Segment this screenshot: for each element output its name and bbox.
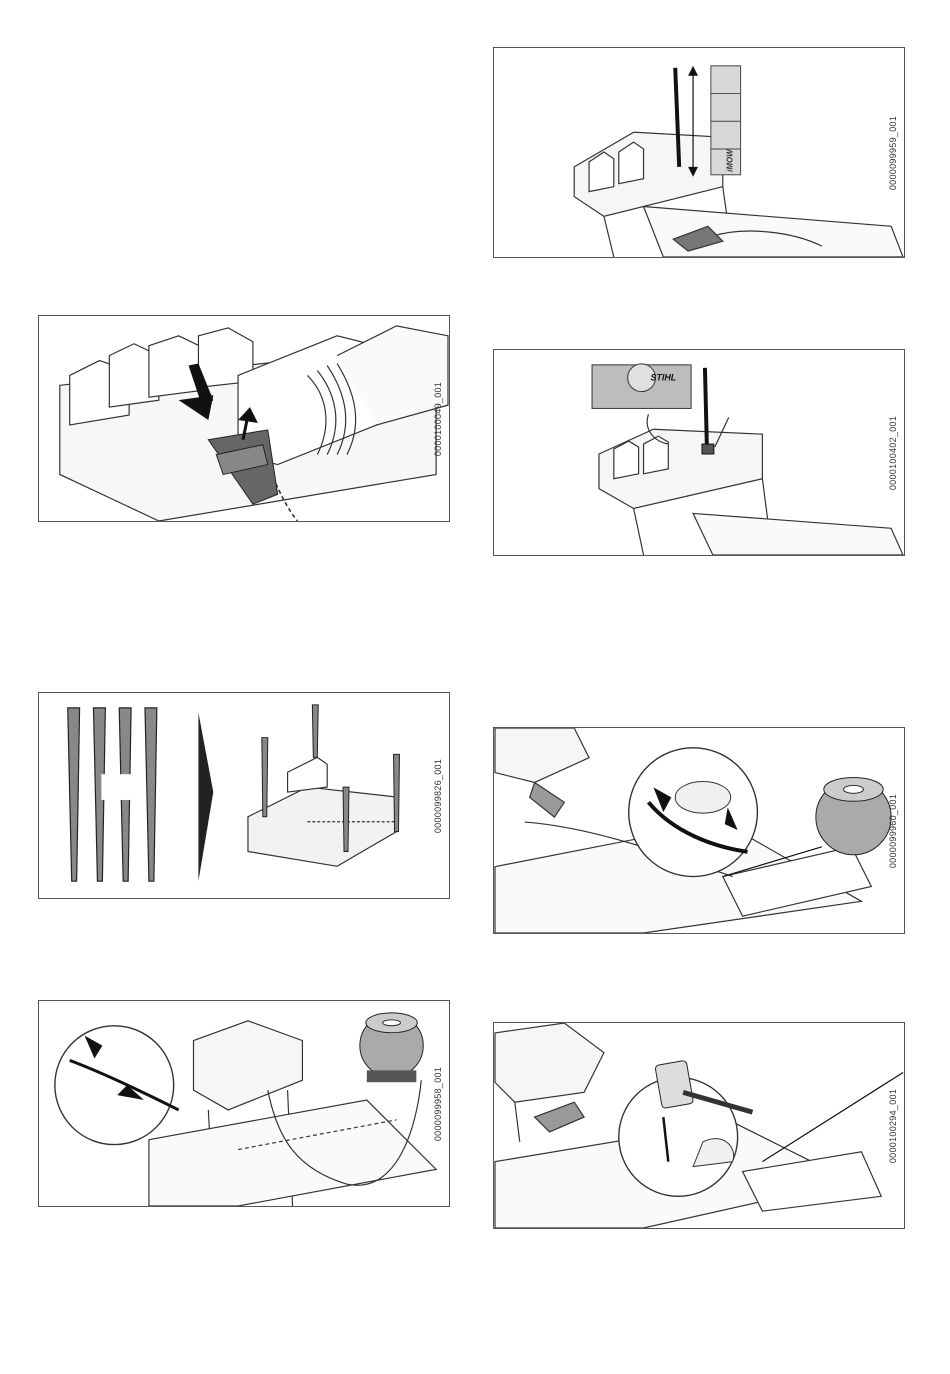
figure-wire-length <box>493 47 905 258</box>
figure-code: 0000100402_001 <box>888 415 898 490</box>
wire-length-illustration <box>494 48 904 257</box>
figure-cable-tie <box>38 315 450 522</box>
hammer-peg-illustration <box>494 1023 904 1228</box>
figure-wire-channel <box>493 727 905 934</box>
label-clip-illustration <box>494 350 904 555</box>
label-brand: STIHL <box>650 372 677 383</box>
figure-pegs <box>38 692 450 899</box>
figure-code: 0000100049_001 <box>433 381 443 456</box>
ruler-brand: iMOW <box>725 149 735 172</box>
figure-hammer-peg <box>493 1022 905 1229</box>
cable-tie-illustration <box>39 316 449 521</box>
pegs-illustration <box>39 693 449 898</box>
figure-code: 0000099826_001 <box>433 758 443 833</box>
figure-code: 0000100294_001 <box>888 1088 898 1163</box>
figure-code: 0000099958_001 <box>433 1066 443 1141</box>
figure-code: 0000099960_001 <box>888 793 898 868</box>
figure-label-clip <box>493 349 905 556</box>
wire-channel-illustration <box>494 728 904 933</box>
wire-routing-illustration <box>39 1001 449 1206</box>
figure-code: 0000099959_001 <box>888 115 898 190</box>
figure-wire-routing <box>38 1000 450 1207</box>
